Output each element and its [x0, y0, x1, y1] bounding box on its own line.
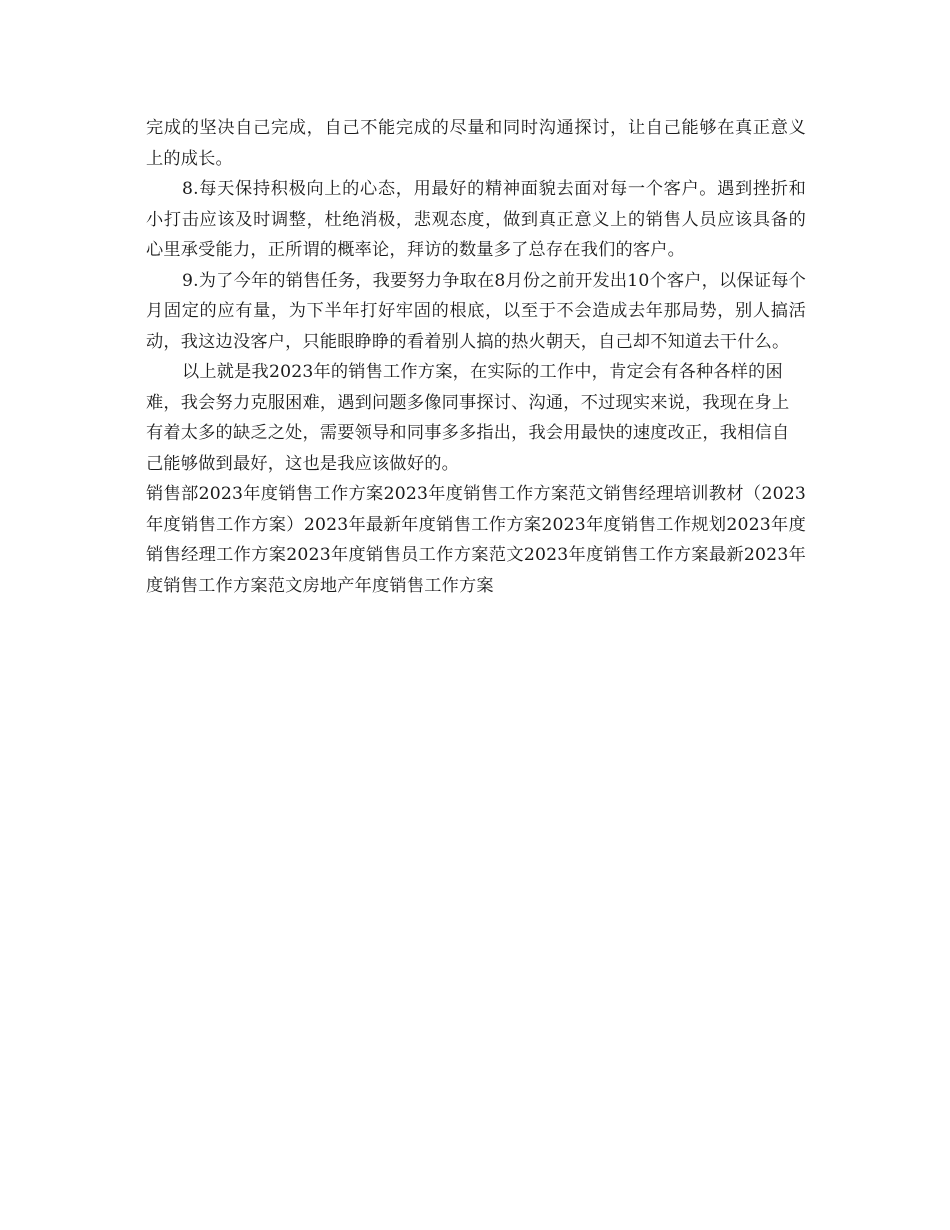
paragraph-item-8: 8.每天保持积极向上的心态，用最好的精神面貌去面对每一个客户。遇到挫折和小打击应该及时调整，杜绝消极，悲观态度，做到真正意义上的销售人员应该具备的心里承受能力，正所谓的概率论，拜访的数量多了总存在我们的客户。: [146, 179, 806, 260]
paragraph-continuation: 完成的坚决自己完成，自己不能完成的尽量和同时沟通探讨，让自己能够在真正意义上的成长。: [146, 118, 806, 169]
paragraph-conclusion: 以上就是我2023年的销售工作方案，在实际的工作中，肯定会有各种各样的困难，我会努力克服困难，遇到问题多像同事探讨、沟通，不过现实来说，我现在身上有着太多的缺乏之处，需要领导和同事多多指出，我会用最快的速度改正，我相信自己能够做到最好，这也是我应该做好的。: [146, 362, 790, 474]
related-documents-list: 销售部2023年度销售工作方案2023年度销售工作方案范文销售经理培训教材（2023年度销售工作方案）2023年最新年度销售工作方案2023年度销售工作规划2023年度销售经理工作方案2023年度销售员工作方案范文2023年度销售工作方案最新2023年度销售工作方案范文房地产年度销售工作方案: [146, 484, 806, 596]
document-body: [146, 113, 806, 601]
paragraph-item-9: 9.为了今年的销售任务，我要努力争取在8月份之前开发出10个客户，以保证每个月固定的应有量，为下半年打好牢固的根底，以至于不会造成去年那局势，别人搞活动，我这边没客户，只能眼睁睁的看着别人搞的热火朝天，自己却不知道去干什么。: [146, 270, 806, 352]
